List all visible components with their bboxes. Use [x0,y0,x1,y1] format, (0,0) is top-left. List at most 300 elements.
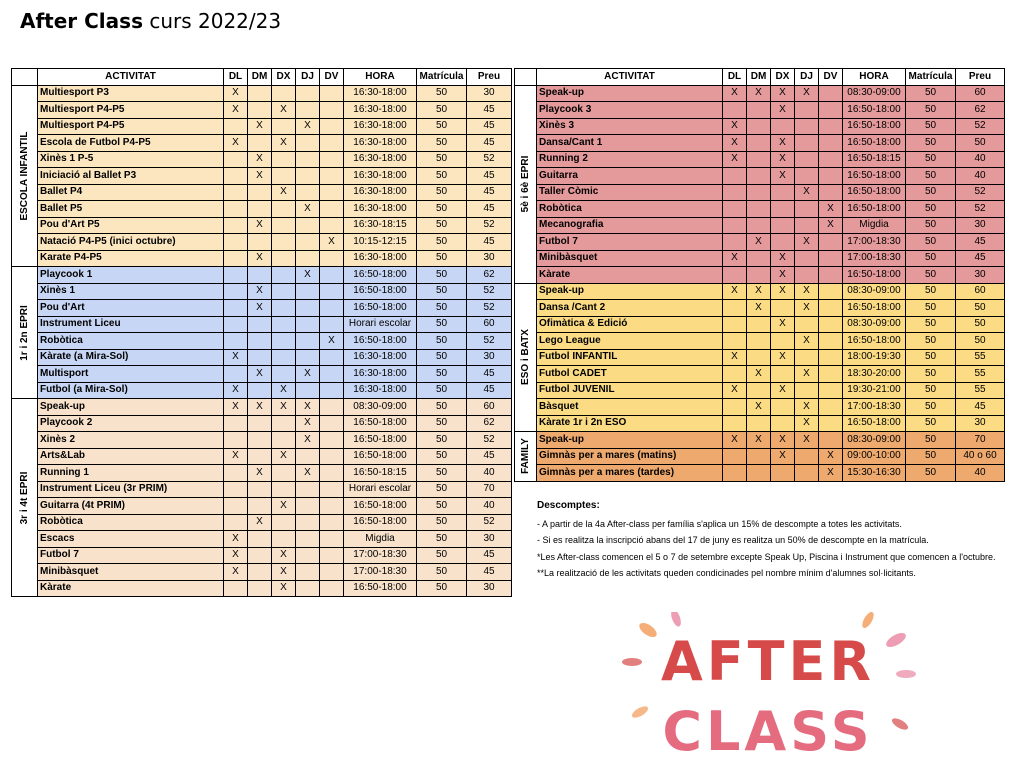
table-row [12,432,512,449]
day-mark-dl [224,481,248,498]
day-mark-dj [296,234,320,251]
time-cell: 16:50-18:00 [344,333,417,350]
time-cell: Migdia [344,531,417,548]
table-row [12,498,512,515]
day-mark-dx: X [272,135,296,152]
day-mark-dv [819,267,843,284]
time-cell: 17:00-18:30 [843,250,906,267]
time-cell: 16:30-18:00 [344,366,417,383]
enrollment-cell: 50 [906,349,956,366]
day-mark-dl: X [723,283,747,300]
table-row [12,267,512,284]
day-mark-dx [272,415,296,432]
day-mark-dl [723,366,747,383]
day-mark-dl: X [224,564,248,581]
day-mark-dx [272,168,296,185]
activity-name: Gimnàs per a mares (tardes) [537,465,723,482]
day-mark-dm [248,333,272,350]
price-cell: 45 [467,102,512,119]
enrollment-cell: 50 [906,135,956,152]
day-mark-dl [723,168,747,185]
price-cell: 52 [956,184,1005,201]
day-mark-dm: X [248,217,272,234]
day-mark-dj [296,135,320,152]
activity-name: Multiesport P4-P5 [38,118,224,135]
day-mark-dm [747,118,771,135]
table-row [515,234,1005,251]
day-mark-dj: X [296,432,320,449]
price-cell: 50 [956,333,1005,350]
table-row [12,547,512,564]
column-header: DX [771,69,795,86]
activity-name: Futbol INFANTIL [537,349,723,366]
day-mark-dj [795,267,819,284]
activity-name: Pou d'Art [38,300,224,317]
price-cell: 40 o 60 [956,448,1005,465]
day-mark-dl [224,514,248,531]
day-mark-dx: X [272,399,296,416]
activity-name: Playcook 1 [38,267,224,284]
day-mark-dj: X [795,283,819,300]
day-mark-dv [819,349,843,366]
day-mark-dx [272,432,296,449]
day-mark-dl [723,316,747,333]
day-mark-dj [296,102,320,119]
price-cell: 30 [467,580,512,597]
day-mark-dx [272,481,296,498]
price-cell: 30 [956,217,1005,234]
enrollment-cell: 50 [417,382,467,399]
day-mark-dj [296,349,320,366]
day-mark-dl [723,184,747,201]
day-mark-dx: X [771,283,795,300]
page-title [20,8,281,34]
enrollment-cell: 50 [417,300,467,317]
enrollment-cell: 50 [417,85,467,102]
day-mark-dj [795,316,819,333]
enrollment-cell: 50 [417,349,467,366]
day-mark-dj [795,465,819,482]
group-label: 3r i 4t EPRI [18,471,30,524]
table-row [12,118,512,135]
time-cell: 16:30-18:00 [344,135,417,152]
header-row [515,69,1005,86]
day-mark-dl: X [723,349,747,366]
day-mark-dm [248,316,272,333]
day-mark-dx: X [272,184,296,201]
day-mark-dl [224,201,248,218]
time-cell: 16:50-18:00 [843,300,906,317]
day-mark-dm [248,102,272,119]
day-mark-dv [819,184,843,201]
day-mark-dj [296,448,320,465]
day-mark-dv [320,267,344,284]
activity-name: Guitarra (4t PRIM) [38,498,224,515]
day-mark-dl [723,300,747,317]
table-row [515,415,1005,432]
enrollment-cell: 50 [417,448,467,465]
day-mark-dl: X [224,102,248,119]
day-mark-dl [224,316,248,333]
activity-name: Robòtica [38,333,224,350]
day-mark-dm [248,432,272,449]
price-cell: 30 [467,85,512,102]
day-mark-dm [248,564,272,581]
table-row [515,118,1005,135]
price-cell: 60 [956,85,1005,102]
enrollment-cell: 50 [417,465,467,482]
day-mark-dm [248,184,272,201]
day-mark-dv [320,316,344,333]
day-mark-dv [819,399,843,416]
time-cell: 08:30-09:00 [344,399,417,416]
enrollment-cell: 50 [417,184,467,201]
enrollment-cell: 50 [417,333,467,350]
table-right-header [515,69,1005,86]
price-cell: 70 [467,481,512,498]
table-row [12,250,512,267]
activity-name: Kàrate [38,580,224,597]
price-cell: 50 [956,300,1005,317]
day-mark-dj [296,168,320,185]
column-header: Matrícula [906,69,956,86]
day-mark-dx: X [771,250,795,267]
price-cell: 45 [467,564,512,581]
day-mark-dm [248,201,272,218]
column-header: DM [248,69,272,86]
column-header: HORA [843,69,906,86]
day-mark-dl [224,415,248,432]
activity-name: Arts&Lab [38,448,224,465]
day-mark-dv [819,102,843,119]
column-header: DV [320,69,344,86]
day-mark-dm: X [747,399,771,416]
day-mark-dm: X [747,366,771,383]
day-mark-dj: X [795,300,819,317]
time-cell: 16:30-18:00 [344,168,417,185]
day-mark-dv [819,415,843,432]
enrollment-cell: 50 [906,267,956,284]
price-cell: 52 [956,201,1005,218]
day-mark-dl [224,465,248,482]
day-mark-dm [747,151,771,168]
enrollment-cell: 50 [906,234,956,251]
day-mark-dj: X [296,399,320,416]
day-mark-dv [819,283,843,300]
day-mark-dl [224,283,248,300]
day-mark-dl: X [224,547,248,564]
price-cell: 52 [467,333,512,350]
day-mark-dv [320,168,344,185]
time-cell: 17:00-18:30 [344,564,417,581]
day-mark-dj [795,250,819,267]
group-label: 5è i 6è EPRI [519,155,531,213]
day-mark-dv [320,498,344,515]
page-title-bold: After Class [20,9,143,33]
day-mark-dj [795,118,819,135]
day-mark-dl [224,580,248,597]
day-mark-dv [320,465,344,482]
activity-name: Minibàsquet [537,250,723,267]
column-header: ACTIVITAT [537,69,723,86]
enrollment-cell: 50 [906,283,956,300]
column-header: DM [747,69,771,86]
discount-notes [537,500,997,584]
day-mark-dm: X [248,168,272,185]
enrollment-cell: 50 [417,250,467,267]
day-mark-dl [224,300,248,317]
day-mark-dl [723,102,747,119]
group-label: 1r i 2n EPRI [18,304,30,361]
day-mark-dl [723,333,747,350]
time-cell: 16:50-18:00 [843,168,906,185]
day-mark-dl: X [723,382,747,399]
day-mark-dm [248,415,272,432]
table-row [12,448,512,465]
day-mark-dv [320,201,344,218]
day-mark-dm: X [248,300,272,317]
day-mark-dj [795,102,819,119]
day-mark-dv [819,85,843,102]
day-mark-dj [795,168,819,185]
activity-name: Futbol CADET [537,366,723,383]
time-cell: 10:15-12:15 [344,234,417,251]
group-label: ESO i BATX [519,329,531,386]
day-mark-dm [248,382,272,399]
day-mark-dv [320,184,344,201]
activity-name: Running 2 [537,151,723,168]
day-mark-dl [723,465,747,482]
table-row [12,366,512,383]
price-cell: 60 [956,283,1005,300]
table-row [12,349,512,366]
day-mark-dx [272,250,296,267]
time-cell: 08:30-09:00 [843,432,906,449]
day-mark-dm: X [248,465,272,482]
price-cell: 52 [467,151,512,168]
price-cell: 60 [467,399,512,416]
price-cell: 70 [956,432,1005,449]
activity-name: Xinès 3 [537,118,723,135]
day-mark-dl: X [224,85,248,102]
day-mark-dm [747,333,771,350]
note-item: *Les After-class comencen el 5 o 7 de setembre excepte Speak Up, Piscina i Instrument que comencen a l'octubre. [537,551,996,562]
activity-name: Escacs [38,531,224,548]
day-mark-dx: X [272,102,296,119]
price-cell: 45 [467,168,512,185]
day-mark-dv: X [819,448,843,465]
day-mark-dm [747,465,771,482]
day-mark-dx [272,201,296,218]
time-cell: Migdia [843,217,906,234]
day-mark-dm [248,481,272,498]
activity-name: Ballet P4 [38,184,224,201]
enrollment-cell: 50 [417,316,467,333]
table-row [12,481,512,498]
day-mark-dl: X [723,135,747,152]
table-right-body [515,85,1005,481]
day-mark-dm: X [248,514,272,531]
time-cell: 17:00-18:30 [843,234,906,251]
activity-name: Futbol 7 [38,547,224,564]
day-mark-dm: X [747,432,771,449]
price-cell: 45 [956,250,1005,267]
activity-name: Pou d'Art P5 [38,217,224,234]
day-mark-dv [320,300,344,317]
table-row [12,217,512,234]
activity-name: Minibàsquet [38,564,224,581]
time-cell: 16:50-18:15 [843,151,906,168]
group-label-cell [12,85,38,267]
time-cell: Horari escolar [344,316,417,333]
day-mark-dv [320,85,344,102]
activity-name: Robòtica [38,514,224,531]
group-label: FAMILY [519,438,531,475]
day-mark-dj: X [296,201,320,218]
activity-name: Natació P4-P5 (inici octubre) [38,234,224,251]
notes-heading: Descomptes: [537,500,600,511]
day-mark-dx: X [272,564,296,581]
day-mark-dj: X [296,366,320,383]
day-mark-dj: X [795,85,819,102]
day-mark-dl [723,217,747,234]
day-mark-dj: X [795,234,819,251]
day-mark-dl [224,184,248,201]
time-cell: 16:30-18:00 [344,382,417,399]
day-mark-dx: X [771,267,795,284]
activity-name: Lego League [537,333,723,350]
activity-name: Robòtica [537,201,723,218]
price-cell: 62 [467,415,512,432]
activity-name: Escola de Futbol P4-P5 [38,135,224,152]
day-mark-dx [771,333,795,350]
day-mark-dj [795,151,819,168]
day-mark-dv [819,250,843,267]
price-cell: 40 [956,168,1005,185]
enrollment-cell: 50 [417,217,467,234]
day-mark-dv [819,135,843,152]
enrollment-cell: 50 [417,135,467,152]
day-mark-dv [320,415,344,432]
day-mark-dj [296,250,320,267]
day-mark-dm: X [248,399,272,416]
day-mark-dj: X [296,267,320,284]
table-row [12,151,512,168]
activity-name: Futbol 7 [537,234,723,251]
enrollment-cell: 50 [906,201,956,218]
activity-name: Iniciació al Ballet P3 [38,168,224,185]
day-mark-dj [296,85,320,102]
enrollment-cell: 50 [417,547,467,564]
day-mark-dx [771,465,795,482]
day-mark-dm [747,168,771,185]
time-cell: 16:50-18:00 [843,201,906,218]
day-mark-dm: X [248,250,272,267]
time-cell: 16:50-18:15 [344,465,417,482]
day-mark-dl [224,366,248,383]
price-cell: 62 [956,102,1005,119]
enrollment-cell: 50 [417,283,467,300]
day-mark-dj [795,217,819,234]
group-label-cell [515,432,537,482]
day-mark-dv [320,250,344,267]
activity-name: Playcook 3 [537,102,723,119]
time-cell: 16:30-18:00 [344,201,417,218]
day-mark-dl [723,234,747,251]
day-mark-dv: X [320,333,344,350]
group-label-cell [515,283,537,432]
schedule-table-left [11,68,512,597]
day-mark-dm [248,135,272,152]
enrollment-cell: 50 [417,415,467,432]
enrollment-cell: 50 [417,432,467,449]
day-mark-dx [272,118,296,135]
day-mark-dl: X [224,399,248,416]
day-mark-dx [771,415,795,432]
table-row [12,283,512,300]
day-mark-dx [272,366,296,383]
column-header: DV [819,69,843,86]
price-cell: 30 [467,531,512,548]
time-cell: 19:30-21:00 [843,382,906,399]
column-header: ACTIVITAT [38,69,224,86]
day-mark-dj: X [296,465,320,482]
price-cell: 52 [467,283,512,300]
day-mark-dj: X [795,333,819,350]
activity-name: Dansa /Cant 2 [537,300,723,317]
table-row [515,333,1005,350]
day-mark-dx [771,366,795,383]
time-cell: 08:30-09:00 [843,85,906,102]
activity-name: Speak-up [537,283,723,300]
activity-name: Speak-up [38,399,224,416]
price-cell: 45 [956,234,1005,251]
day-mark-dl: X [723,85,747,102]
day-mark-dl [224,498,248,515]
table-row [12,382,512,399]
price-cell: 52 [467,217,512,234]
day-mark-dj: X [795,184,819,201]
activity-name: Xinès 1 P-5 [38,151,224,168]
group-label: ESCOLA INFANTIL [18,131,30,221]
day-mark-dm: X [248,151,272,168]
day-mark-dv: X [819,217,843,234]
day-mark-dx: X [771,102,795,119]
day-mark-dv [320,217,344,234]
price-cell: 55 [956,382,1005,399]
table-row [12,316,512,333]
time-cell: 18:00-19:30 [843,349,906,366]
enrollment-cell: 50 [906,465,956,482]
day-mark-dx: X [771,135,795,152]
day-mark-dl [224,234,248,251]
table-row [515,102,1005,119]
table-row [515,151,1005,168]
day-mark-dj: X [795,415,819,432]
day-mark-dx: X [272,382,296,399]
day-mark-dv [320,382,344,399]
activity-name: Multiesport P4-P5 [38,102,224,119]
table-row [515,366,1005,383]
time-cell: 08:30-09:00 [843,316,906,333]
enrollment-cell: 50 [417,481,467,498]
day-mark-dm: X [248,283,272,300]
activity-name: Futbol JUVENIL [537,382,723,399]
table-row [12,184,512,201]
day-mark-dv [819,382,843,399]
price-cell: 50 [956,316,1005,333]
enrollment-cell: 50 [906,151,956,168]
